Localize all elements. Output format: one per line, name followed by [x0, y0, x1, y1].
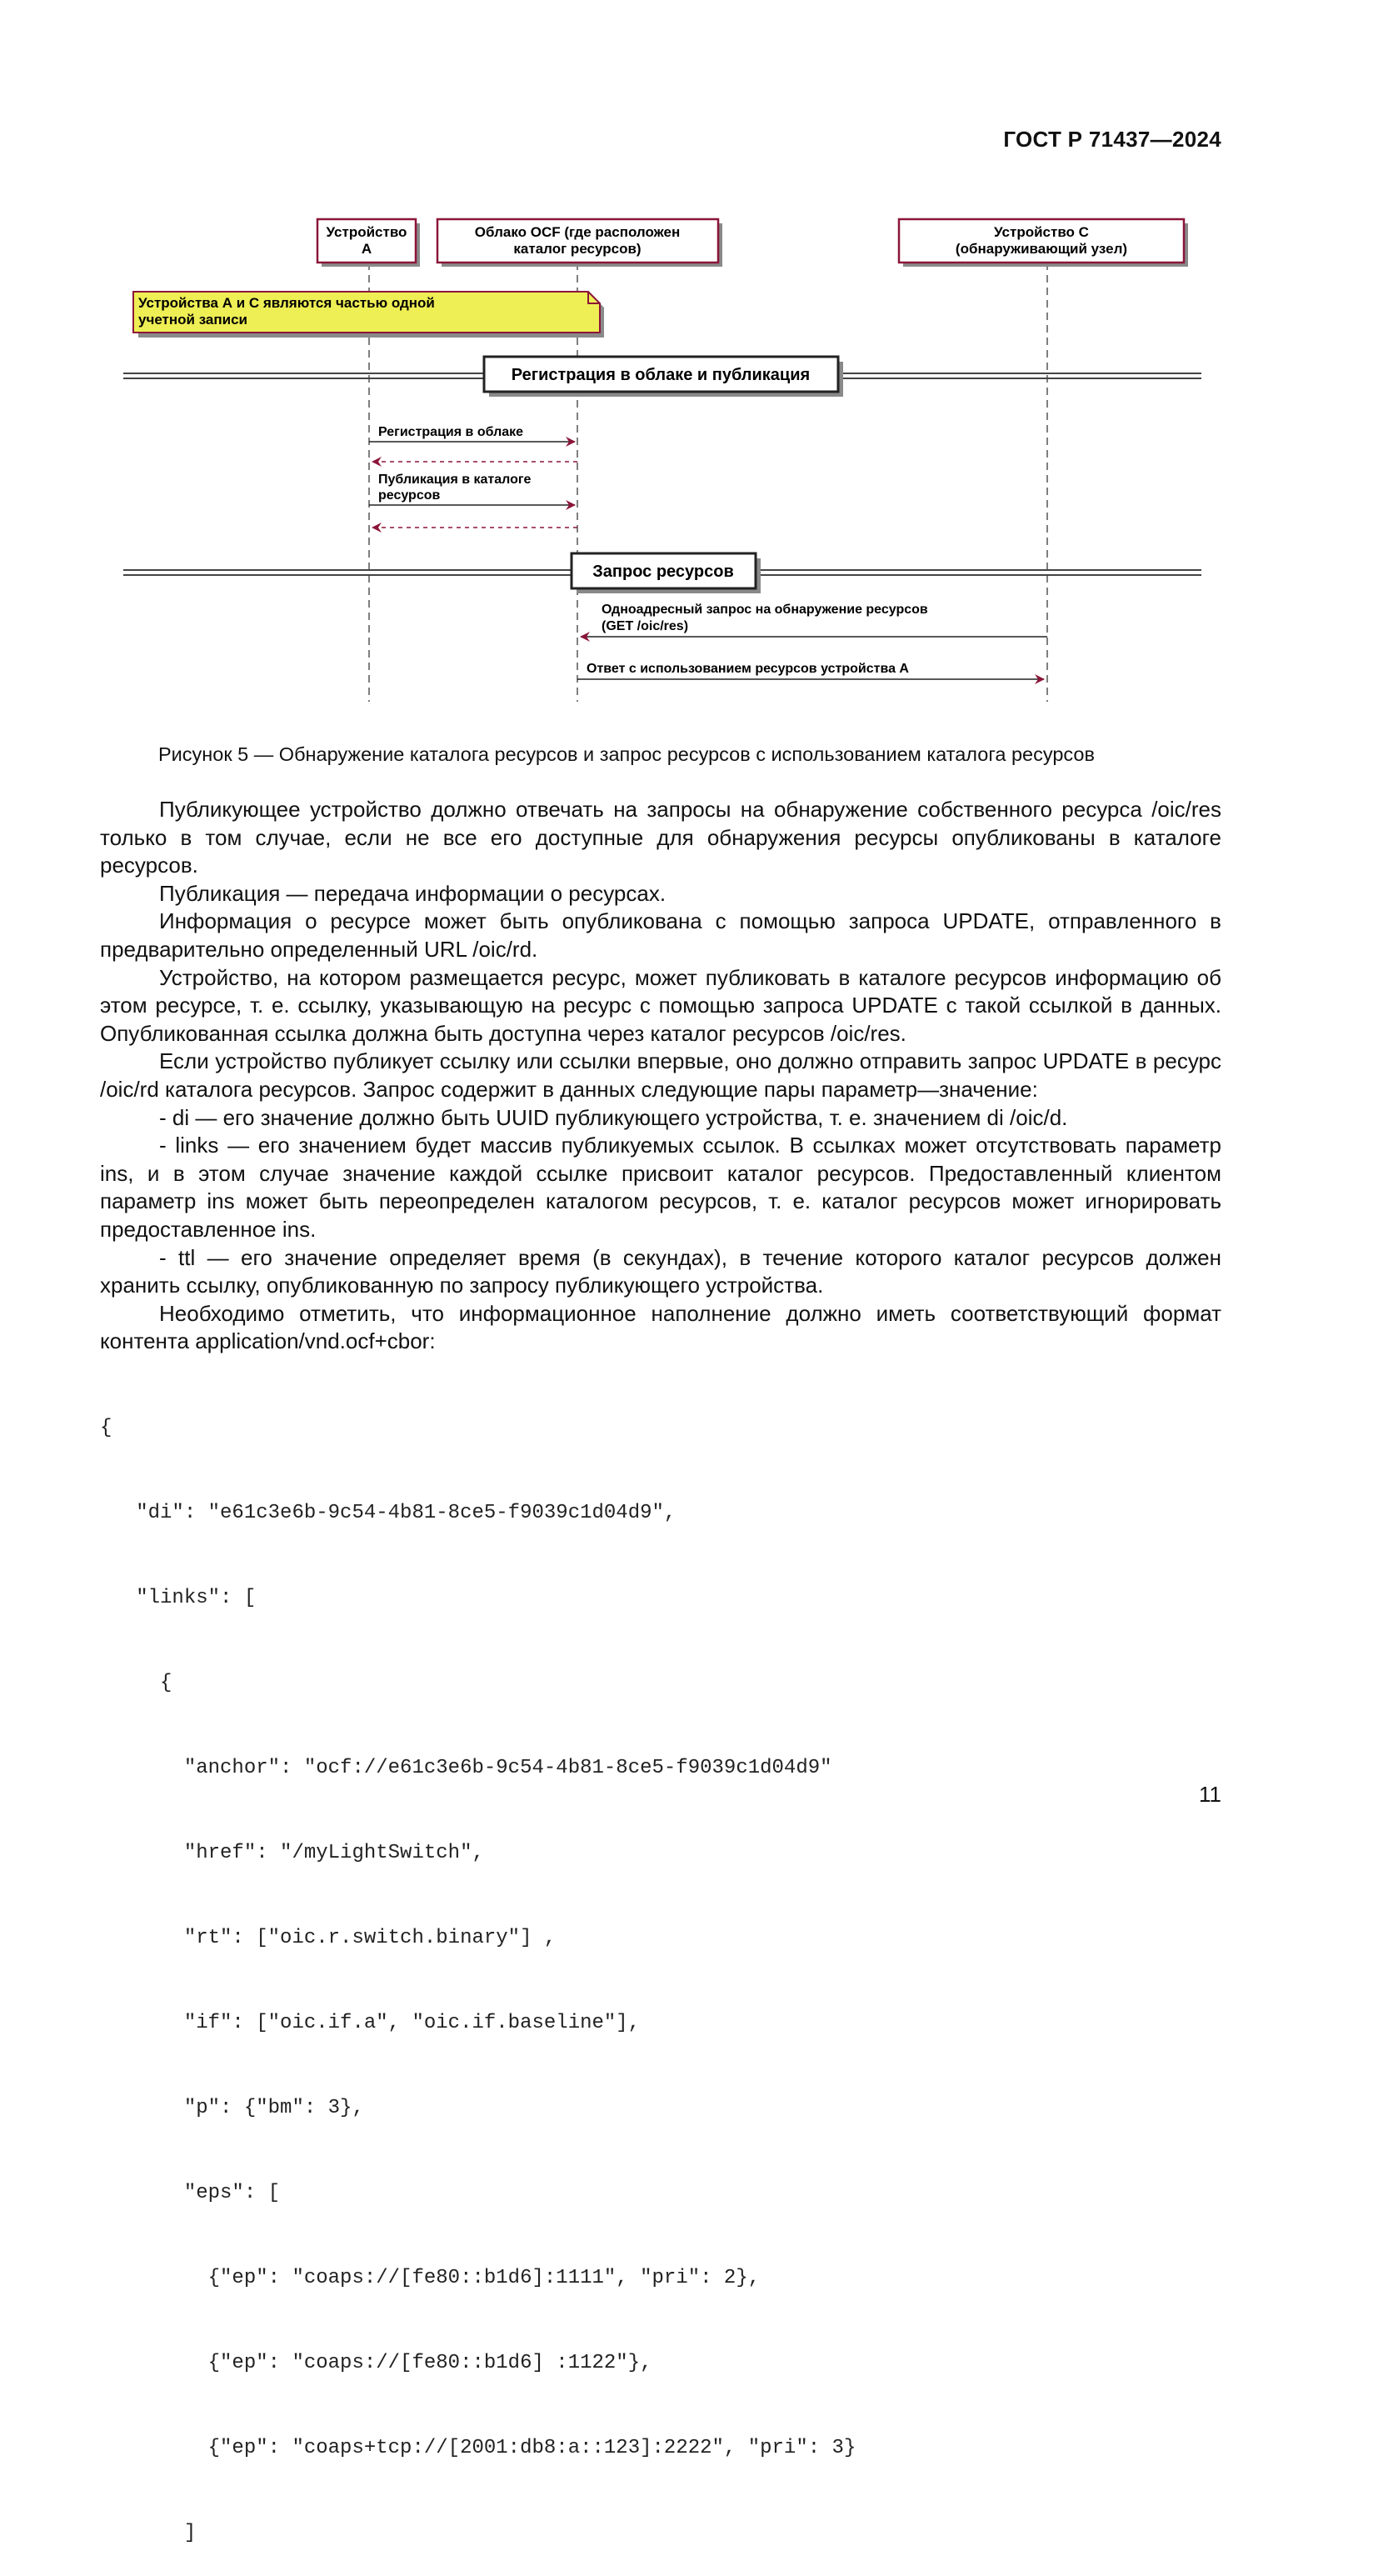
code-line: {"ep": "coaps://[fe80::b1d6]:1111", "pri": 2}, — [100, 2267, 761, 2289]
divider-resource-request-label: Запрос ресурсов — [592, 563, 734, 581]
sequence-diagram — [0, 0, 1378, 725]
code-line: {"ep": "coaps://[fe80::b1d6] :1122"}, — [100, 2352, 652, 2374]
paragraph: Устройство, на котором размещается ресурс, может публиковать в каталоге ресурсов информацию об этом ресурсе, т. е. ссылку, указывающую на ресурс с помощью запроса UPDATE с такой ссылкой в данных. Опубликованная ссылка должна быть доступна через каталог ресурсов /oic/res. — [100, 964, 1221, 1046]
code-line: "eps": [ — [100, 2182, 281, 2204]
message-unicast-discovery-line1: Одноадресный запрос на обнаружение ресурсов — [602, 603, 928, 617]
code-line: {"ep": "coaps+tcp://[2001:db8:a::123]:2222", "pri": 3} — [100, 2437, 856, 2459]
list-item-links: - links — его значением будет массив публикуемых ссылок. В ссылках может отсутствовать параметр ins, и в этом случае значение каждой ссылке присвоит каталог ресурсов. Предоставленный клиентом параметр ins может быть переопределен каталогом ресурсов, т. е. каталог ресурсов может игнорировать предоставленное ins. — [100, 1133, 1221, 1242]
figure-caption: Рисунок 5 — Обнаружение каталога ресурсов и запрос ресурсов с использованием каталога ресурсов — [158, 743, 1095, 765]
participant-cloud-line2: каталог ресурсов) — [513, 241, 642, 257]
message-response-device-a-resources — [577, 662, 1044, 679]
code-line: "links": [ — [100, 1587, 257, 1609]
participant-device-a — [317, 219, 420, 267]
participant-device-c-line2: (обнаруживающий узел) — [955, 241, 1128, 257]
code-line: "rt": ["oic.r.switch.binary"] , — [100, 1927, 557, 1949]
message-cloud-registration — [369, 425, 575, 442]
participant-device-a-line1: Устройство — [326, 224, 407, 240]
code-line: { — [100, 1672, 172, 1694]
diagram-note — [133, 292, 604, 338]
paragraph: Публикация — передача информации о ресурсах. — [159, 880, 667, 906]
participant-device-a-line2: А — [361, 241, 372, 257]
code-line: ] — [100, 2522, 197, 2544]
page-number: 11 — [1199, 1782, 1221, 1807]
code-line: "href": "/myLightSwitch", — [100, 1842, 484, 1864]
document-id-header: ГОСТ Р 71437—2024 — [1003, 127, 1221, 152]
paragraph: Если устройство публикует ссылку или ссылки впервые, оно должно отправить запрос UPDATE в ресурс /oic/rd каталога ресурсов. Запрос содержит в данных следующие пары параметр—значение: — [100, 1048, 1221, 1102]
message-unicast-discovery — [581, 603, 1047, 637]
message-catalog-publication-line2: ресурсов — [378, 488, 441, 503]
participant-device-c — [899, 219, 1188, 267]
paragraph: Информация о ресурсе может быть опубликована с помощью запроса UPDATE, отправленного в предварительно определенный URL /oic/rd. — [100, 908, 1221, 962]
list-item-di: - di — его значение должно быть UUID публикующего устройства, т. е. значением di /oic/d. — [159, 1104, 1068, 1130]
note-line2: учетной записи — [138, 312, 248, 328]
code-line: "di": "e61c3e6b-9c54-4b81-8ce5-f9039c1d04d9", — [100, 1502, 677, 1524]
code-line: "p": {"bm": 3}, — [100, 2097, 364, 2119]
paragraph: Публикующее устройство должно отвечать на запросы на обнаружение собственного ресурса /oic/res только в том случае, если не все его доступные для обнаружения ресурсы опубликованы в каталоге ресурсов. — [100, 797, 1221, 878]
message-cloud-registration-label: Регистрация в облаке — [378, 425, 524, 439]
list-item-ttl: - ttl — его значение определяет время (в секундах), в течение которого каталог ресурсов должен хранить ссылку, опубликованную по запросу публикующего устройства. — [100, 1244, 1221, 1298]
code-line: "anchor": "ocf://e61c3e6b-9c54-4b81-8ce5-f9039c1d04d9" — [100, 1757, 832, 1779]
paragraph: Необходимо отметить, что информационное наполнение должно иметь соответствующий формат контента application/vnd.ocf+cbor: — [100, 1300, 1221, 1354]
divider-registration — [123, 357, 1201, 397]
code-block — [100, 1358, 856, 2576]
body-text — [100, 796, 1221, 1356]
participant-cloud-line1: Облако OCF (где расположен — [474, 224, 681, 240]
participant-device-c-line1: Устройство С — [994, 224, 1089, 240]
message-catalog-publication-line1: Публикация в каталоге — [378, 473, 532, 487]
participant-cloud — [437, 219, 722, 267]
code-line: "if": ["oic.if.a", "oic.if.baseline"], — [100, 2012, 641, 2034]
code-line: { — [100, 1417, 112, 1439]
divider-registration-label: Регистрация в облаке и публикация — [511, 366, 811, 384]
message-catalog-publication — [369, 473, 575, 505]
message-response-label: Ответ с использованием ресурсов устройства А — [587, 662, 909, 676]
divider-resource-request — [123, 553, 1201, 593]
note-line1: Устройства А и С являются частью одной — [138, 295, 435, 311]
message-unicast-discovery-line2: (GET /oic/res) — [602, 619, 689, 633]
